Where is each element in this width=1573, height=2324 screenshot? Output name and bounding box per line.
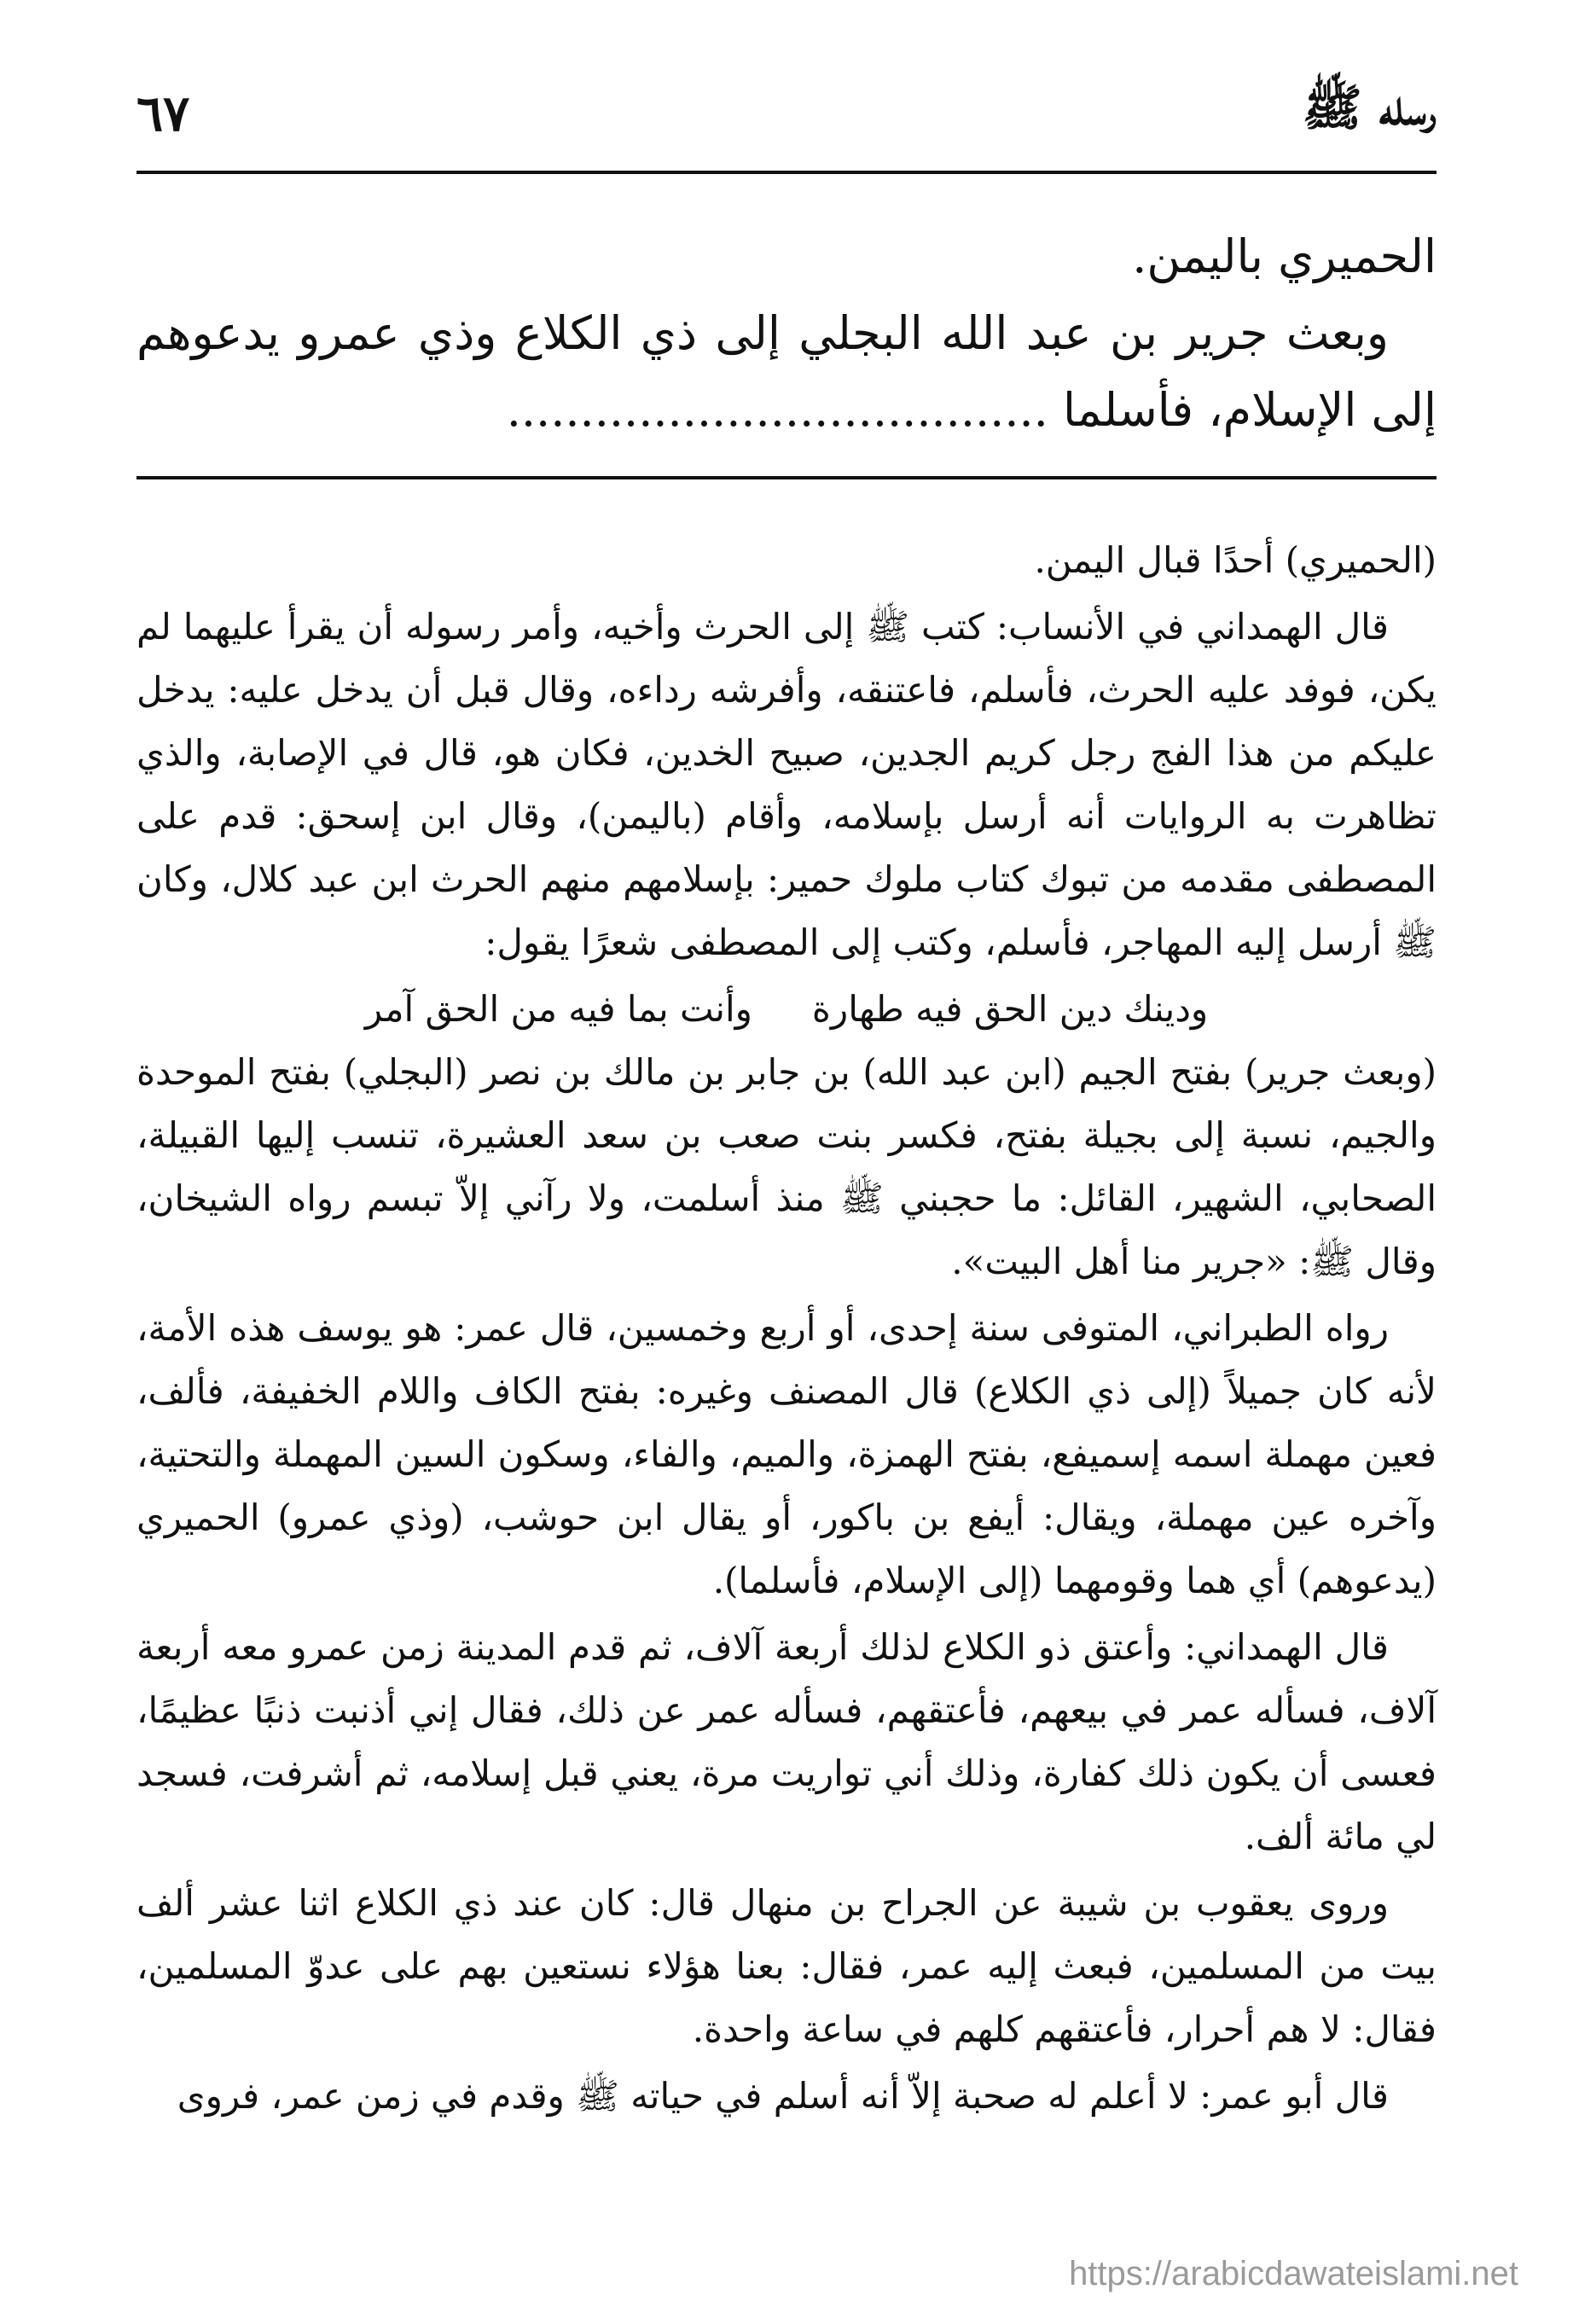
main-text-sentence: وبعث جرير بن عبد الله البجلي إلى ذي الكلاع وذي عمرو يدعوهم إلى الإسلام، فأسلما xyxy=(136,306,1437,437)
watermark-url: https://arabicdawateislami.net xyxy=(1069,2255,1518,2292)
commentary-paragraph: وروى يعقوب بن شيبة عن الجراح بن منهال قال: كان عند ذي الكلاع اثنا عشر ألف بيت من المسلمين، فبعث إليه عمر، فقال: بعنا هؤلاء نستعين بهم على عدوّ المسلمين، فقال: لا هم أحرار، فأعتقهم كلهم في ساعة واحدة. xyxy=(136,1882,1437,2050)
commentary-paragraph: رواه الطبراني، المتوفى سنة إحدى، أو أربع وخمسين، قال عمر: هو يوسف هذه الأمة، لأنه كان جميلاً (إلى ذي الكلاع) قال المصنف وغيره: بفتح الكاف واللام الخفيفة، فألف، فعين مهملة اسمه إسميفع، بفتح الهمزة، والميم، والفاء، وسكون السين المهملة والتحتية، وآخره عين مهملة، ويقال: أيفع بن باكور، أو يقال ابن حوشب، (وذي عمرو) الحميري (يدعوهم) أي هما وقومهما (إلى الإسلام، فأسلما). xyxy=(136,1307,1437,1601)
main-text xyxy=(136,218,1437,449)
main-text-line: الحميري باليمن. xyxy=(1132,229,1437,283)
page-header xyxy=(136,67,1437,160)
commentary-paragraph: قال الهمداني: وأعتق ذو الكلاع لذلك أربعة آلاف، ثم قدم المدينة زمن عمرو معه أربعة آلاف، فسأله عمر في بيعهم، فأعتقهم، فسأله عمر عن ذلك، فقال إني أذنبت ذنبًا عظيمًا، فعسى أن يكون ذلك كفارة، وذلك أني تواريت مرة، يعني قبل إسلامه، ثم أشرفت، فسجد لي مائة ألف. xyxy=(136,1626,1437,1857)
poetry-verse xyxy=(136,978,1437,1041)
commentary-paragraph: قال الهمداني في الأنساب: كتب ﷺ إلى الحرث وأخيه، وأمر رسوله أن يقرأ عليهما لم يكن، فوفد عليه الحرث، فأسلم، فاعتنقه، وأفرشه رداءه، وقال قبل أن يدخل عليه: يدخل عليكم من هذا الفج رجل كريم الجدين، صبيح الخدين، فكان هو، قال في الإصابة، والذي تظاهرت به الروايات أنه أرسل بإسلامه، وأقام (باليمن)، وقال ابن إسحق: قدم على المصطفى مقدمه من تبوك كتاب ملوك حمير: بإسلامهم منهم الحرث ابن عبد كلال، وكان ﷺ أرسل إليه المهاجر، فأسلم، وكتب إلى المصطفى شعرًا يقول: xyxy=(136,606,1437,963)
header-rule xyxy=(136,171,1437,174)
verse-first-hemistich: ودينك دين الحق فيه طهارة xyxy=(811,988,1209,1030)
verse-second-hemistich: وأنت بما فيه من الحق آمر xyxy=(364,988,752,1030)
main-text-paragraph xyxy=(136,295,1437,449)
commentary xyxy=(136,529,1437,2131)
commentary-paragraph: قال أبو عمر: لا أعلم له صحبة إلاّ أنه أسلم في حياته ﷺ وقدم في زمن عمر، فروى xyxy=(177,2075,1389,2117)
commentary-paragraph: (الحميري) أحدًا قبال اليمن. xyxy=(1034,539,1437,581)
page-number: ٦٧ xyxy=(136,84,190,142)
running-title: رسله ﷺ xyxy=(1302,78,1437,137)
continuation-dots: ..................................... xyxy=(506,383,1048,437)
commentary-paragraph: (وبعث جرير) بفتح الجيم (ابن عبد الله) بن جابر بن مالك بن نصر (البجلي) بفتح الموحدة والجيم، نسبة إلى بجيلة بفتح، فكسر بنت صعب بن سعد العشيرة، تنسب إليها القبيلة، الصحابي، الشهير، القائل: ما حجبني ﷺ منذ أسلمت، ولا رآني إلاّ تبسم رواه الشيخان، وقال ﷺ: «جرير منا أهل البيت». xyxy=(136,1051,1437,1282)
separator-rule xyxy=(136,476,1437,479)
